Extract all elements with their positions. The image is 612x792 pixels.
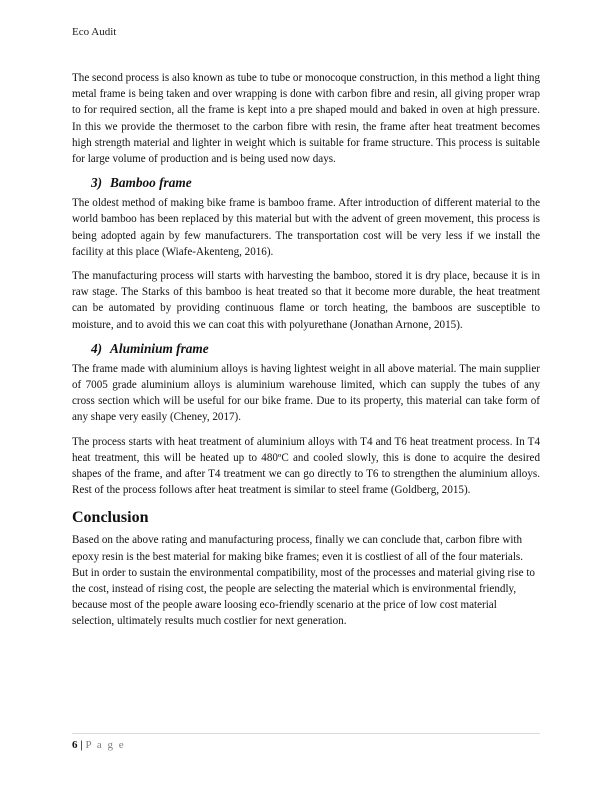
document-body xyxy=(72,70,540,638)
running-header: Eco Audit xyxy=(72,26,117,38)
page-number: 6 xyxy=(72,739,78,751)
paragraph: The manufacturing process will starts with harvesting the bamboo, stored it is dry place, because it is in raw stage. The Starks of this bamboo is heat treated so that it become more durable, the heat treatment can be automated by providing continuous flame or torch heating, the bamboos are susceptible to moisture, and to avoid this we can coat this with polyurethane (Jonathan Arnone, 2015). xyxy=(72,270,540,331)
intro-paragraph: The second process is also known as tube to tube or monocoque construction, in this method a light thing metal frame is being taken and over wrapping is done with carbon fibre and resin, all giving proper wrap to for required section, all the frame is kept into a pre shaped mould and baked in oven at high pressure. In this we provide the thermoset to the carbon fibre with resin, the frame after heat treatment becomes high strength material and lighter in weight which is suitable for frame structure. This process is suitable for large volume of production and is being used now days. xyxy=(72,72,540,166)
section-heading-bamboo xyxy=(91,175,540,191)
footer-divider xyxy=(72,733,540,734)
section-title: Bamboo frame xyxy=(110,175,192,191)
section-number: 3) xyxy=(91,175,103,191)
section-heading-aluminium xyxy=(91,341,540,357)
paragraph: The frame made with aluminium alloys is having lightest weight in all above material. The main supplier of 7005 grade aluminium alloys is aluminium warehouse limited, which can supply the tubes of any cross section which will be useful for our bike frame. Due to its property, this material can take form of any shape very easily (Cheney, 2017). xyxy=(72,362,540,424)
paragraph: The process starts with heat treatment of aluminium alloys with T4 and T6 heat treatment process. In T4 heat treatment, this will be heated up to 480ºC and cooled slowly, this is done to acquire the desired shapes of the frame, and after T4 treatment we can go directly to T6 to strengthen the aluminium alloys. Rest of the process follows after heat treatment is similar to steel frame (Goldberg, 2015). xyxy=(72,435,540,497)
conclusion-paragraph: Based on the above rating and manufacturing process, finally we can conclude that, carbon fibre with epoxy resin is the best material for making bike frames; even it is costliest of all of the four materials. But in order to sustain the environmental compatibility, most of the processes and material giving rise to the cost, instead of rising cost, the people are selecting the material which is environmental friendly, because most of the people aware loosing eco-friendly scenario at the price of low cost material selection, ultimately results much costlier for next generation. xyxy=(72,534,535,628)
paragraph: The oldest method of making bike frame is bamboo frame. After introduction of different material to the world bamboo has been replaced by this material but with the advent of green movement, this process is being adopted again by few manufacturers. The transportation cost will be very less if we install the facility at this place (Wiafe-Akenteng, 2016). xyxy=(72,197,540,258)
section-number: 4) xyxy=(91,340,103,356)
page-label: P a g e xyxy=(85,739,126,751)
footer-separator: | xyxy=(77,739,86,751)
page-footer xyxy=(72,739,125,751)
conclusion-heading: Conclusion xyxy=(72,509,149,527)
section-title: Aluminium frame xyxy=(110,340,209,356)
